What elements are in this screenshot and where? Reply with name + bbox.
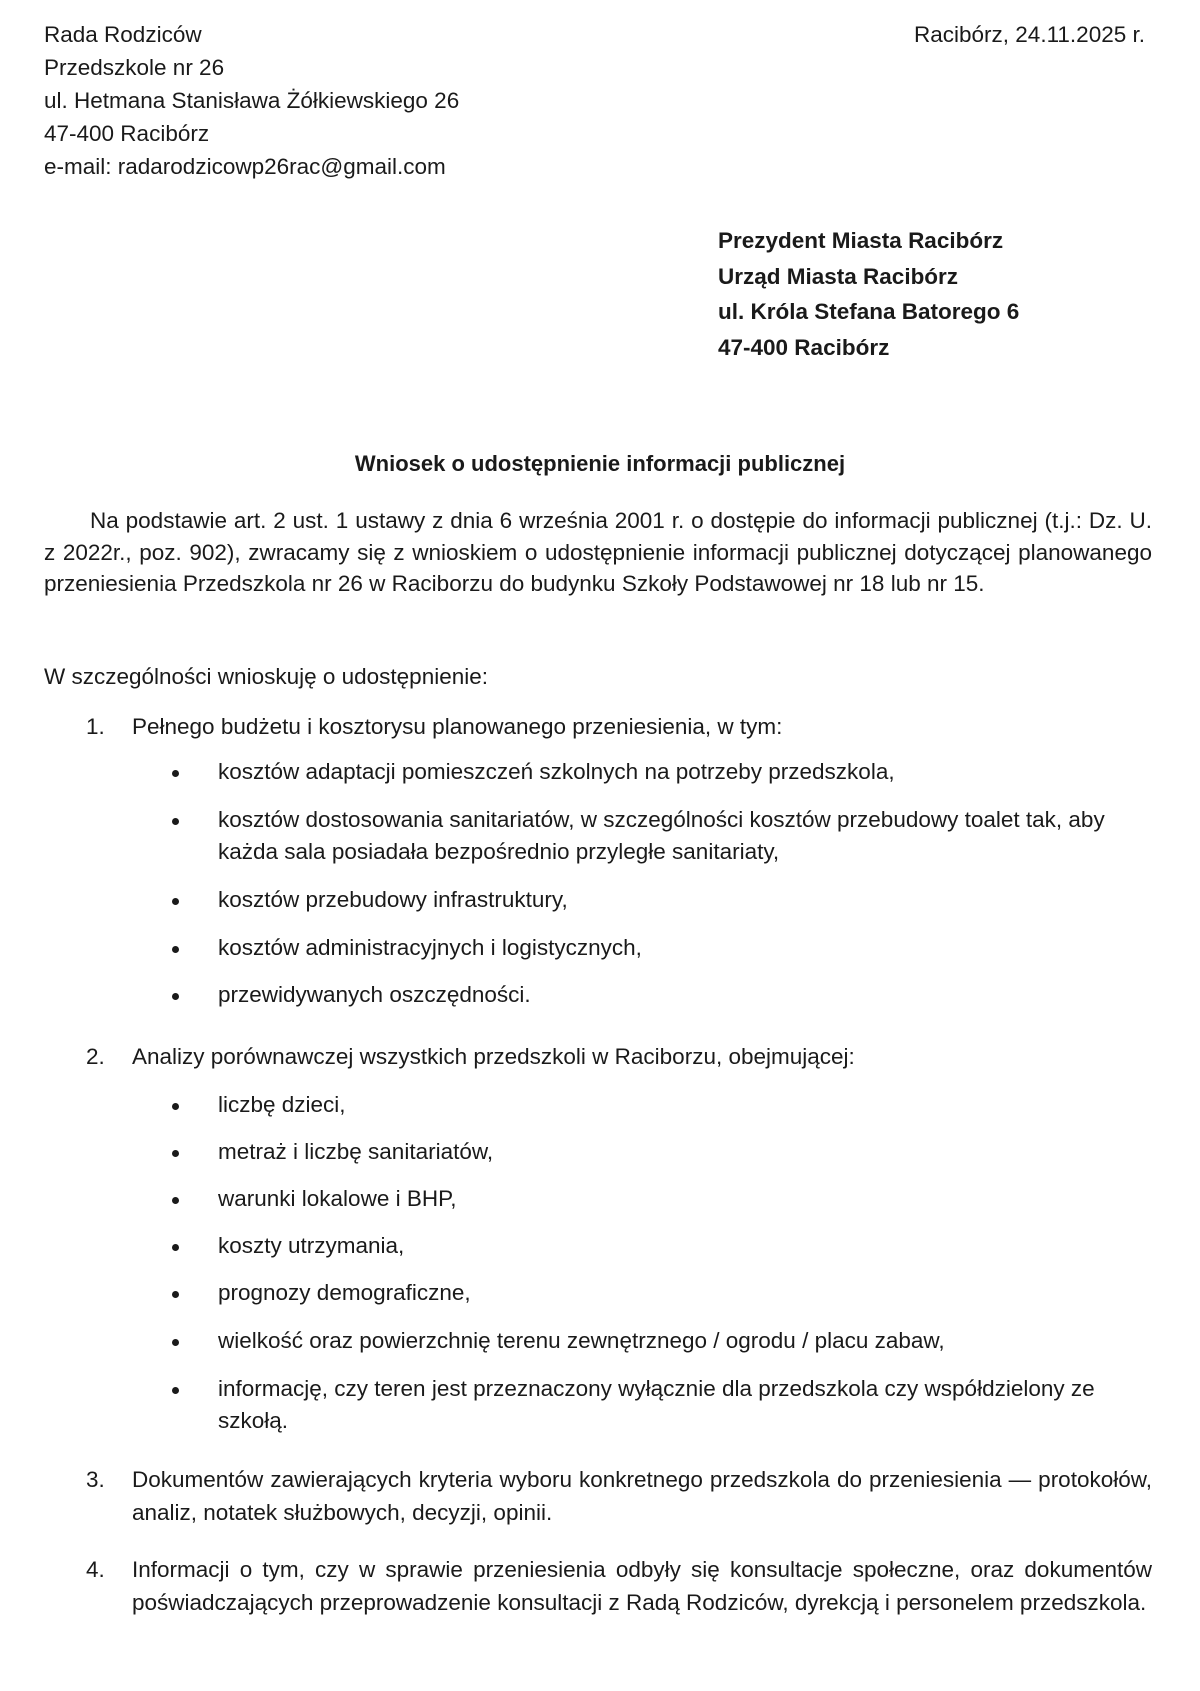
- recipient-street: ul. Króla Stefana Batorego 6: [718, 299, 1020, 324]
- bullet-icon: [172, 993, 179, 1000]
- list-item-text: Pełnego budżetu i kosztorysu planowanego przeniesienia, w tym:: [132, 714, 783, 739]
- bullet-icon: [172, 1387, 179, 1394]
- bullet-icon: [172, 1103, 179, 1110]
- recipient-name: Prezydent Miasta Racibórz: [718, 228, 1004, 253]
- bullet-icon: [172, 898, 179, 905]
- letter-date: Racibórz, 24.11.2025 r.: [914, 22, 1145, 47]
- sender-address-block: [44, 18, 459, 183]
- bullet-icon: [172, 946, 179, 953]
- bullet-text: liczbę dzieci,: [218, 1092, 346, 1117]
- sender-street: ul. Hetmana Stanisława Żółkiewskiego 26: [44, 88, 460, 113]
- bullet-icon: [172, 1197, 179, 1204]
- list-item-number: 3.: [86, 1467, 105, 1492]
- bullet-text: wielkość oraz powierzchnię terenu zewnętrznego / ogrodu / placu zabaw,: [218, 1328, 945, 1353]
- list-item-text: Analizy porównawczej wszystkich przedszkoli w Raciborzu, obejmującej:: [132, 1044, 855, 1069]
- list-item-text: Informacji o tym, czy w sprawie przeniesienia odbyły się konsultacje społeczne, oraz dokumentów poświadczających przeprowadzenie konsultacji z Radą Rodziców, dyrekcją i personelem przedszkola.: [132, 1557, 1152, 1615]
- bullet-text: prognozy demograficzne,: [218, 1280, 471, 1305]
- bullet-text: kosztów administracyjnych i logistycznych,: [218, 935, 642, 960]
- list-item-number: 4.: [86, 1557, 105, 1582]
- recipient-office: Urząd Miasta Racibórz: [718, 263, 959, 289]
- bullet-icon: [172, 1150, 179, 1157]
- bullet-text: informację, czy teren jest przeznaczony wyłącznie dla przedszkola czy współdzielony ze szkołą.: [218, 1376, 1095, 1433]
- bullet-icon: [172, 1339, 179, 1346]
- sender-email: e-mail: radarodzicowp26rac@gmail.com: [44, 154, 446, 179]
- bullet-text: koszty utrzymania,: [218, 1233, 405, 1258]
- recipient-city: 47-400 Racibórz: [718, 334, 890, 360]
- list-item-text: Dokumentów zawierających kryteria wyboru konkretnego przedszkola do przeniesienia — protokołów, analiz, notatek służbowych, decyzji, opinii.: [132, 1467, 1152, 1525]
- sender-city: 47-400 Racibórz: [44, 121, 210, 146]
- bullet-icon: [172, 1291, 179, 1298]
- list-item-number: 2.: [86, 1044, 105, 1069]
- bullet-text: przewidywanych oszczędności.: [218, 982, 531, 1007]
- letter-title: Wniosek o udostępnienie informacji publicznej: [354, 451, 846, 476]
- sender-name: Rada Rodziców: [44, 22, 202, 47]
- bullet-text: kosztów przebudowy infrastruktury,: [218, 887, 568, 912]
- recipient-address-block: [718, 223, 1019, 365]
- body-paragraph: Na podstawie art. 2 ust. 1 ustawy z dnia 6 września 2001 r. o dostępie do informacji publicznej (t.j.: Dz. U. z 2022r., poz. 902), zwracamy się z wnioskiem o udostępnienie informacji publicznej dotyczącej planowanego przeniesienia Przedszkola nr 26 w Raciborzu do budynku Szkoły Podstawowej nr 18 lub nr 15.: [44, 508, 1152, 596]
- bullet-text: metraż i liczbę sanitariatów,: [218, 1139, 494, 1164]
- bullet-icon: [172, 770, 179, 777]
- bullet-text: warunki lokalowe i BHP,: [218, 1186, 457, 1211]
- sender-institution: Przedszkole nr 26: [44, 55, 225, 80]
- list-item-number: 1.: [86, 714, 105, 739]
- list-intro: W szczególności wnioskuję o udostępnienie:: [44, 664, 488, 689]
- bullet-icon: [172, 818, 179, 825]
- bullet-text: kosztów adaptacji pomieszczeń szkolnych na potrzeby przedszkola,: [218, 759, 895, 784]
- bullet-icon: [172, 1244, 179, 1251]
- bullet-text: kosztów dostosowania sanitariatów, w szczególności kosztów przebudowy toalet tak, aby każda sala posiadała bezpośrednio przyległe sanitariaty,: [218, 807, 1105, 864]
